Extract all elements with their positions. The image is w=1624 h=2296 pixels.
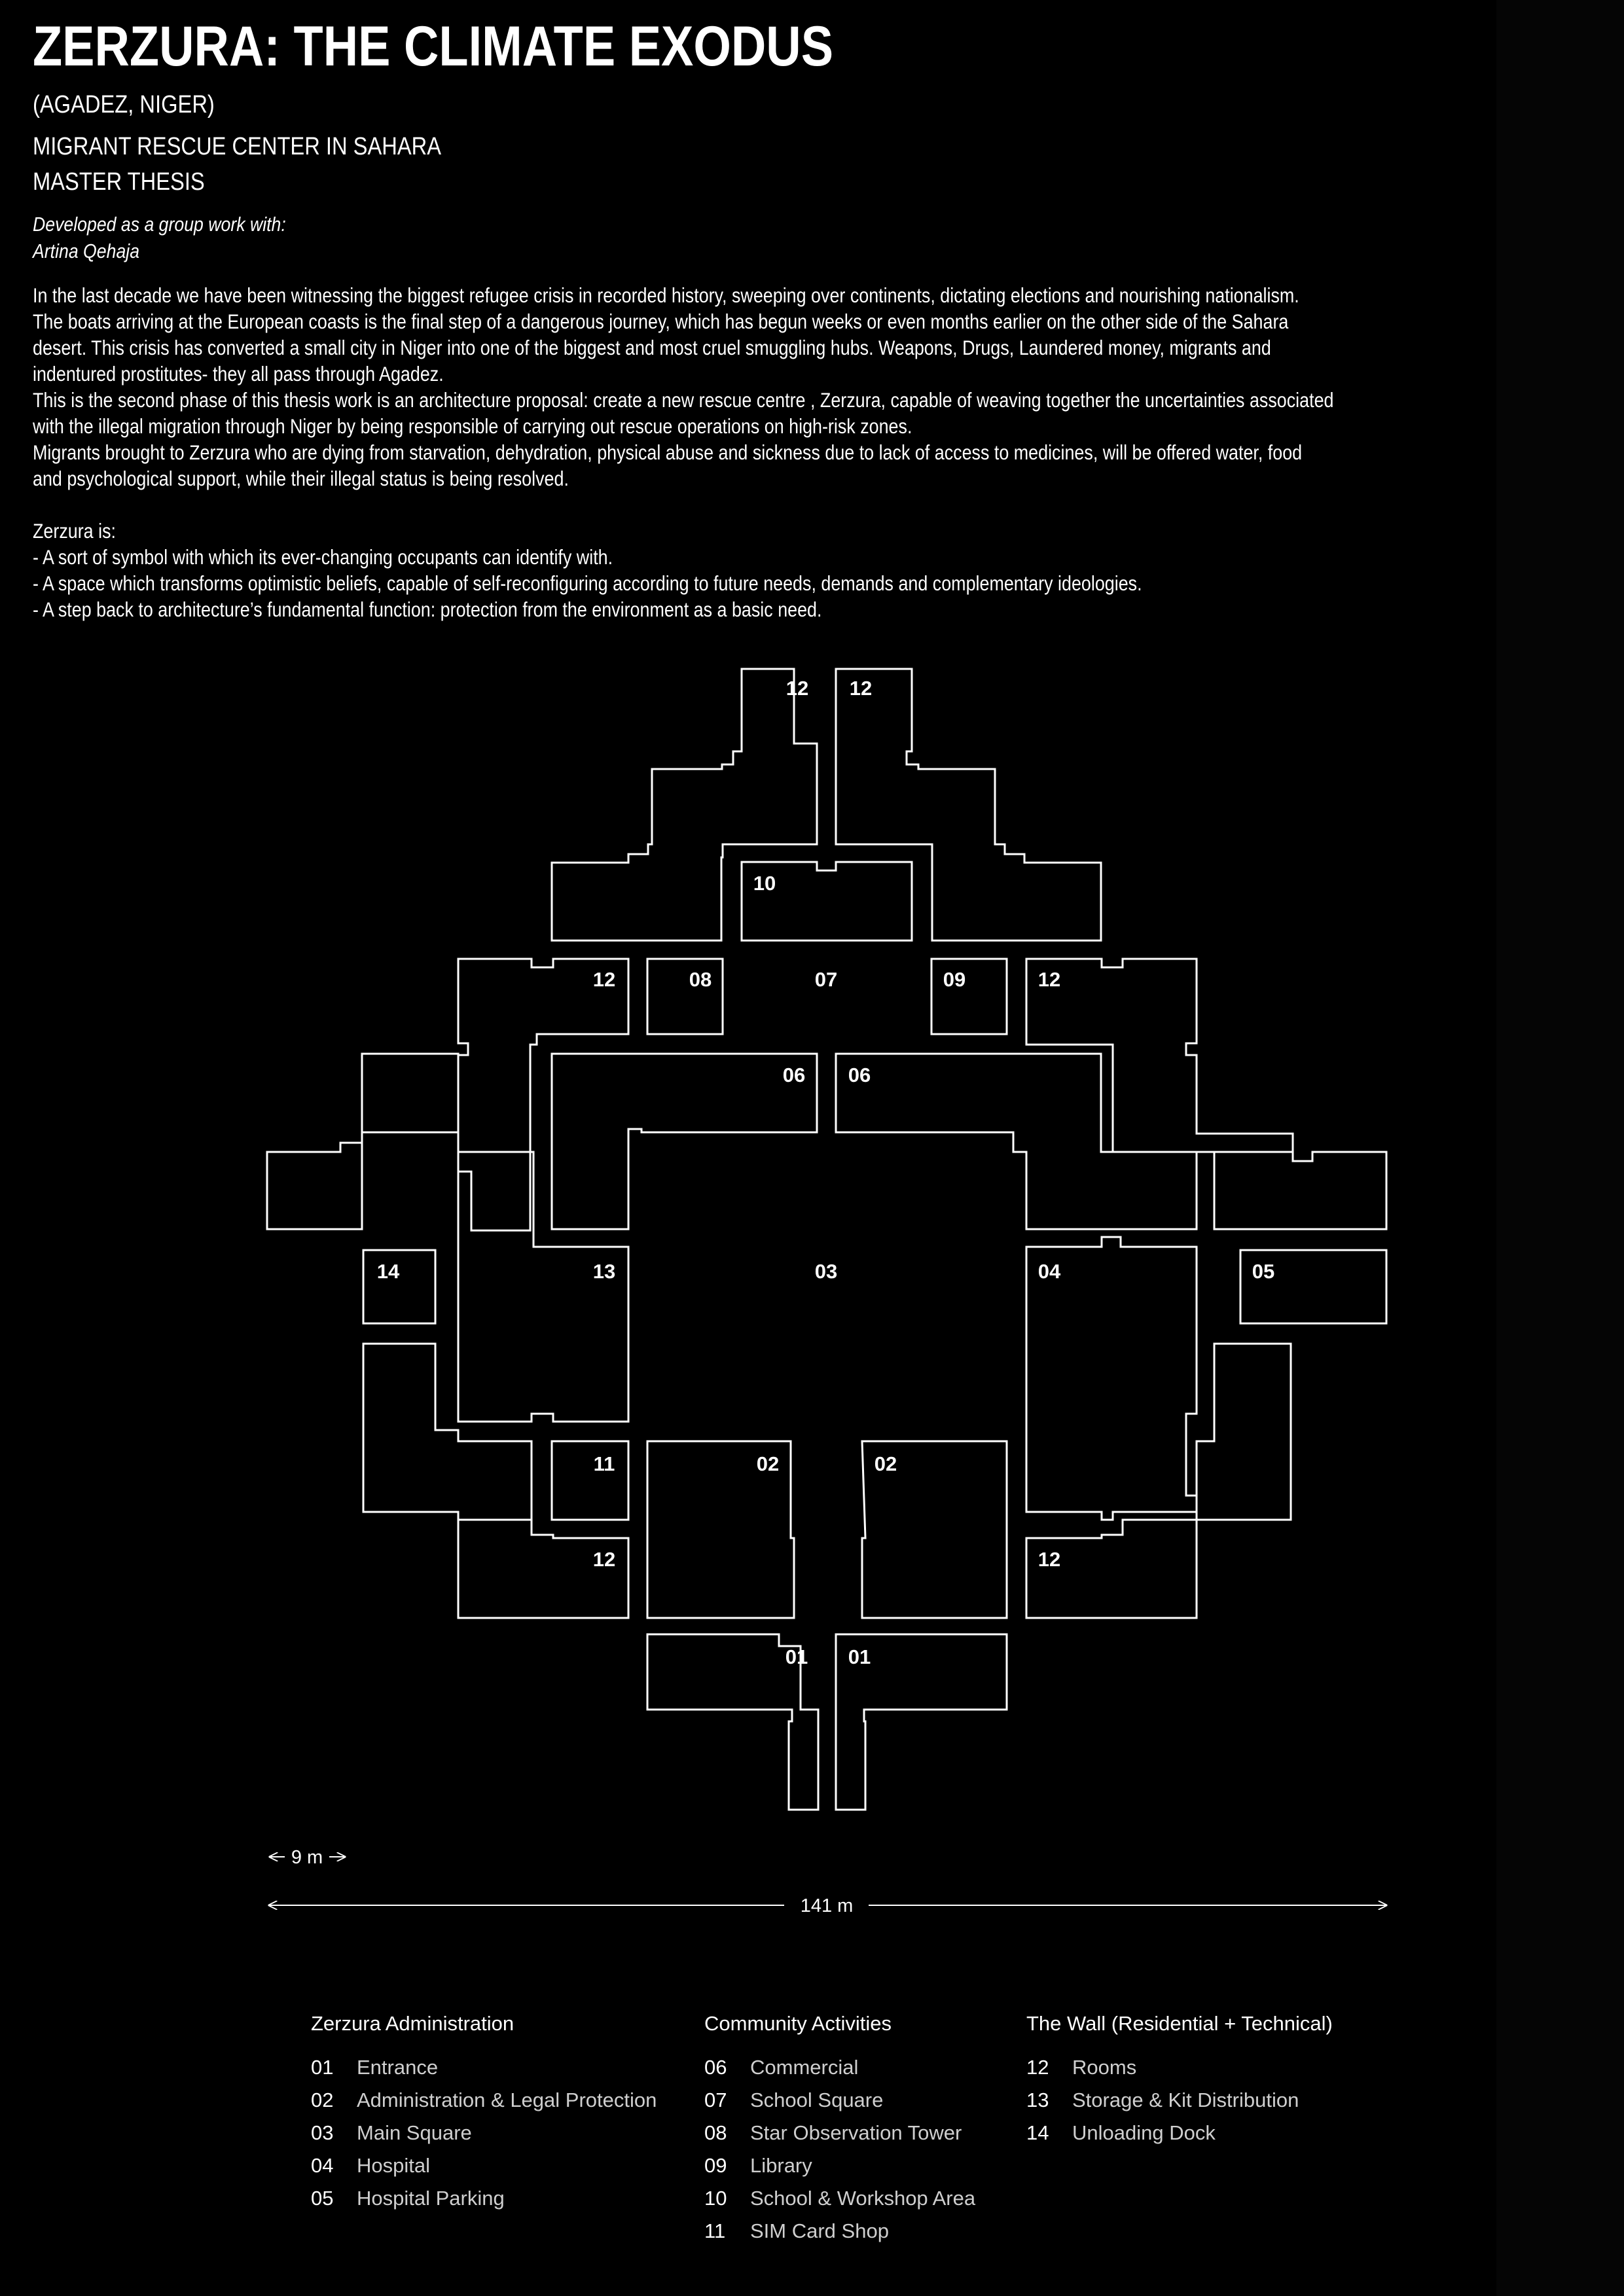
label-main-square: 03 xyxy=(814,1260,838,1283)
legend-item: 14 Unloading Dock xyxy=(1026,2121,1216,2144)
location: (AGADEZ, NIGER) xyxy=(33,91,215,118)
description-line: and psychological support, while their illegal status is being resolved. xyxy=(33,467,569,490)
label-rooms: 12 xyxy=(592,968,616,991)
subtitle-thesis: MASTER THESIS xyxy=(33,168,205,196)
subtitle-project: MIGRANT RESCUE CENTER IN SAHARA xyxy=(33,133,442,160)
legend-item: 10 School & Workshop Area xyxy=(704,2187,976,2210)
label-rooms: 12 xyxy=(1038,968,1061,991)
description-line: with the illegal migration through Niger by being responsible of carrying out rescue operations on high-risk zones. xyxy=(33,415,912,438)
label-entrance: 01 xyxy=(848,1645,871,1668)
block-commercial-left xyxy=(552,1054,817,1229)
legend-item: 06 Commercial xyxy=(704,2056,859,2079)
label-star-tower: 08 xyxy=(689,968,712,991)
label-entrance: 01 xyxy=(785,1645,808,1668)
poster-title: ZERZURA: THE CLIMATE EXODUS xyxy=(33,15,834,78)
label-rooms: 12 xyxy=(849,677,873,700)
label-school-workshop: 10 xyxy=(753,872,776,895)
zerzura-is-point: - A step back to architecture’s fundamental function: protection from the environment as a basic need. xyxy=(33,598,822,621)
legend-item: 03 Main Square xyxy=(311,2121,472,2144)
zerzura-is-point: - A sort of symbol with which its ever-changing occupants can identify with. xyxy=(33,546,613,569)
description-line: In the last decade we have been witnessing the biggest refugee crisis in recorded history, sweeping over continents, dictating elections and nourishing nationalism. xyxy=(33,284,1299,307)
description-line: indentured prostitutes- they all pass through Agadez. xyxy=(33,363,444,386)
scale-small-label: 9 m xyxy=(291,1847,323,1868)
label-rooms: 12 xyxy=(592,1548,616,1571)
zerzura-is-point: - A space which transforms optimistic beliefs, capable of self-reconfiguring according to future needs, demands and complementary ideologies. xyxy=(33,572,1142,595)
legend-item: 01 Entrance xyxy=(311,2056,439,2079)
legend-item: 05 Hospital Parking xyxy=(311,2187,505,2210)
label-school-square: 07 xyxy=(814,968,838,991)
legend-administration xyxy=(311,2009,657,2215)
legend-title: Community Activities xyxy=(704,2012,892,2035)
block-wing-right xyxy=(1214,1152,1386,1229)
legend-title: The Wall (Residential + Technical) xyxy=(1026,2012,1333,2035)
legend-wall xyxy=(1026,2009,1333,2149)
credit-line-2: Artina Qehaja xyxy=(33,240,140,262)
description-line: This is the second phase of this thesis work is an architecture proposal: create a new rescue centre , Zerzura, capable of weaving together the uncertainties associated xyxy=(33,389,1334,412)
legend-item: 07 School Square xyxy=(704,2089,884,2111)
label-commercial: 06 xyxy=(848,1064,871,1086)
description-line: The boats arriving at the European coasts is the final step of a dangerous journey, which has begun weeks or even months earlier on the other side of the Sahara xyxy=(33,310,1289,333)
legend-item: 09 Library xyxy=(704,2154,812,2177)
legend-title: Zerzura Administration xyxy=(311,2012,514,2035)
label-sim-shop: 11 xyxy=(593,1452,615,1475)
block-rooms-mid-left xyxy=(458,959,628,1230)
legend-community xyxy=(704,2009,975,2248)
legend-item: 02 Administration & Legal Protection xyxy=(311,2089,657,2111)
block-rooms-top-left xyxy=(552,669,817,941)
label-administration: 02 xyxy=(756,1452,780,1475)
legend-item: 04 Hospital xyxy=(311,2154,430,2177)
label-rooms: 12 xyxy=(1038,1548,1061,1571)
credit-line-1: Developed as a group work with: xyxy=(33,213,286,236)
label-rooms: 12 xyxy=(785,677,809,700)
block-wing-left xyxy=(267,1054,458,1229)
block-wing-lower-right xyxy=(1197,1344,1291,1520)
label-hospital: 04 xyxy=(1038,1260,1061,1283)
legend-item: 13 Storage & Kit Distribution xyxy=(1026,2089,1299,2111)
zerzura-is-heading: Zerzura is: xyxy=(33,520,116,543)
label-hospital-parking: 05 xyxy=(1252,1260,1275,1283)
block-commercial-right xyxy=(836,1054,1197,1229)
label-storage: 13 xyxy=(592,1260,616,1283)
description-line: desert. This crisis has converted a small city in Niger into one of the biggest and most cruel smuggling hubs. Weapons, Drugs, Laundered money, migrants and xyxy=(33,336,1271,359)
label-unloading-dock: 14 xyxy=(376,1260,400,1283)
scale-total-label: 141 m xyxy=(800,1895,854,1916)
label-commercial: 06 xyxy=(782,1064,806,1086)
block-sim-shop xyxy=(552,1441,628,1520)
legend-item: 12 Rooms xyxy=(1026,2056,1137,2079)
description-line: Migrants brought to Zerzura who are dying from starvation, dehydration, physical abuse and sickness due to lack of access to medicines, will be offered water, food xyxy=(33,441,1303,464)
label-administration: 02 xyxy=(874,1452,897,1475)
block-storage xyxy=(458,1152,628,1422)
legend-item: 08 Star Observation Tower xyxy=(704,2121,962,2144)
block-wing-lower-left xyxy=(363,1344,532,1520)
block-rooms-mid-right xyxy=(1026,959,1293,1152)
label-library: 09 xyxy=(943,968,966,991)
legend-item: 11 SIM Card Shop xyxy=(704,2219,889,2242)
block-rooms-top-right xyxy=(836,669,1101,941)
